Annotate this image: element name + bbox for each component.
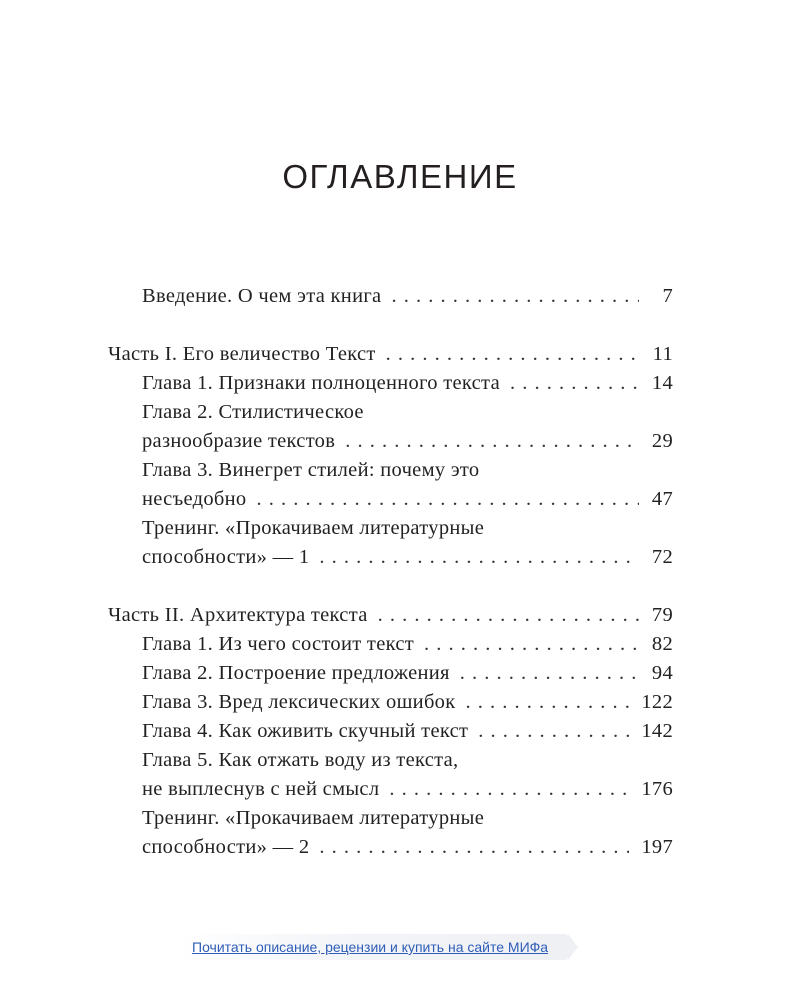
toc-entry-title: Часть II. Архитектура текста	[108, 604, 368, 626]
toc-page-number: 197	[641, 836, 673, 858]
toc-part-heading[interactable]	[108, 601, 673, 630]
toc-part-heading[interactable]	[108, 340, 673, 369]
toc-entry-title-line: Глава 2. Стилистическое	[142, 401, 364, 423]
toc-entry-chapter-1[interactable]	[108, 630, 673, 659]
dot-leader	[466, 688, 630, 717]
toc-entry-title-line: Тренинг. «Прокачиваем литературные	[142, 807, 485, 829]
dot-leader	[424, 630, 639, 659]
toc-entry-title: способности» — 1	[142, 546, 310, 568]
toc-entry-title-line: Глава 5. Как отжать воду из текста,	[142, 749, 459, 771]
toc-page-number: 72	[651, 546, 673, 568]
toc-page-number: 29	[651, 430, 673, 452]
dot-leader	[478, 717, 629, 746]
toc-page-number: 82	[651, 633, 673, 655]
buy-on-mif-link-label: Почитать описание, рецензии и купить на сайте МИФа	[192, 939, 549, 955]
toc-page-number: 94	[651, 662, 673, 684]
dot-leader	[460, 659, 639, 688]
toc-entry-intro[interactable]	[108, 282, 673, 311]
arrow-right-icon	[568, 934, 578, 960]
toc-entry-title: способности» — 2	[142, 836, 310, 858]
toc-entry-title: Глава 1. Из чего состоит текст	[142, 633, 414, 655]
toc-entry-title-line: Тренинг. «Прокачиваем литературные	[142, 517, 485, 539]
toc-page-number: 14	[651, 372, 673, 394]
toc-entry-chapter-2[interactable]	[108, 398, 673, 456]
dot-leader	[319, 543, 639, 572]
toc-page-number: 47	[651, 488, 673, 510]
toc-entry-chapter-5[interactable]	[108, 746, 673, 804]
page-title: ОГЛАВЛЕНИЕ	[282, 158, 518, 195]
toc-entry-title: Глава 2. Построение предложения	[142, 662, 450, 684]
toc-entry-title: Глава 3. Вред лексических ошибок	[142, 691, 456, 713]
table-of-contents	[108, 282, 673, 891]
toc-entry-title: Часть I. Его величество Текст	[108, 343, 376, 365]
toc-entry-training-1[interactable]	[108, 514, 673, 572]
toc-page-number: 122	[641, 691, 673, 713]
toc-page-number: 7	[662, 285, 673, 307]
toc-entry-title: разнообразие текстов	[142, 430, 336, 452]
buy-on-mif-link[interactable]	[178, 934, 568, 960]
toc-group-intro	[108, 282, 673, 311]
dot-leader	[319, 833, 629, 862]
toc-entry-chapter-1[interactable]	[108, 369, 673, 398]
toc-entry-title: Введение. О чем эта книга	[142, 285, 382, 307]
toc-page-number: 142	[641, 720, 673, 742]
dot-leader	[510, 369, 639, 398]
toc-page-number: 79	[651, 604, 673, 626]
toc-entry-title: Глава 4. Как оживить скучный текст	[142, 720, 469, 742]
toc-page-number: 176	[641, 778, 673, 800]
dot-leader	[256, 485, 639, 514]
toc-entry-title: не выплеснув с ней смысл	[142, 778, 380, 800]
dot-leader	[391, 282, 639, 311]
toc-entry-title: Глава 1. Признаки полноценного текста	[142, 372, 500, 394]
toc-entry-chapter-3[interactable]	[108, 456, 673, 514]
toc-entry-chapter-2[interactable]	[108, 659, 673, 688]
toc-page-number: 11	[652, 343, 673, 365]
toc-entry-chapter-3[interactable]	[108, 688, 673, 717]
toc-group-part-2	[108, 601, 673, 862]
toc-entry-title-line: Глава 3. Винегрет стилей: почему это	[142, 459, 480, 481]
dot-leader	[389, 775, 629, 804]
dot-leader	[386, 340, 639, 369]
dot-leader	[345, 427, 639, 456]
toc-entry-title: несъедобно	[142, 488, 247, 510]
toc-entry-training-2[interactable]	[108, 804, 673, 862]
toc-entry-chapter-4[interactable]	[108, 717, 673, 746]
dot-leader	[378, 601, 639, 630]
toc-group-part-1	[108, 340, 673, 572]
